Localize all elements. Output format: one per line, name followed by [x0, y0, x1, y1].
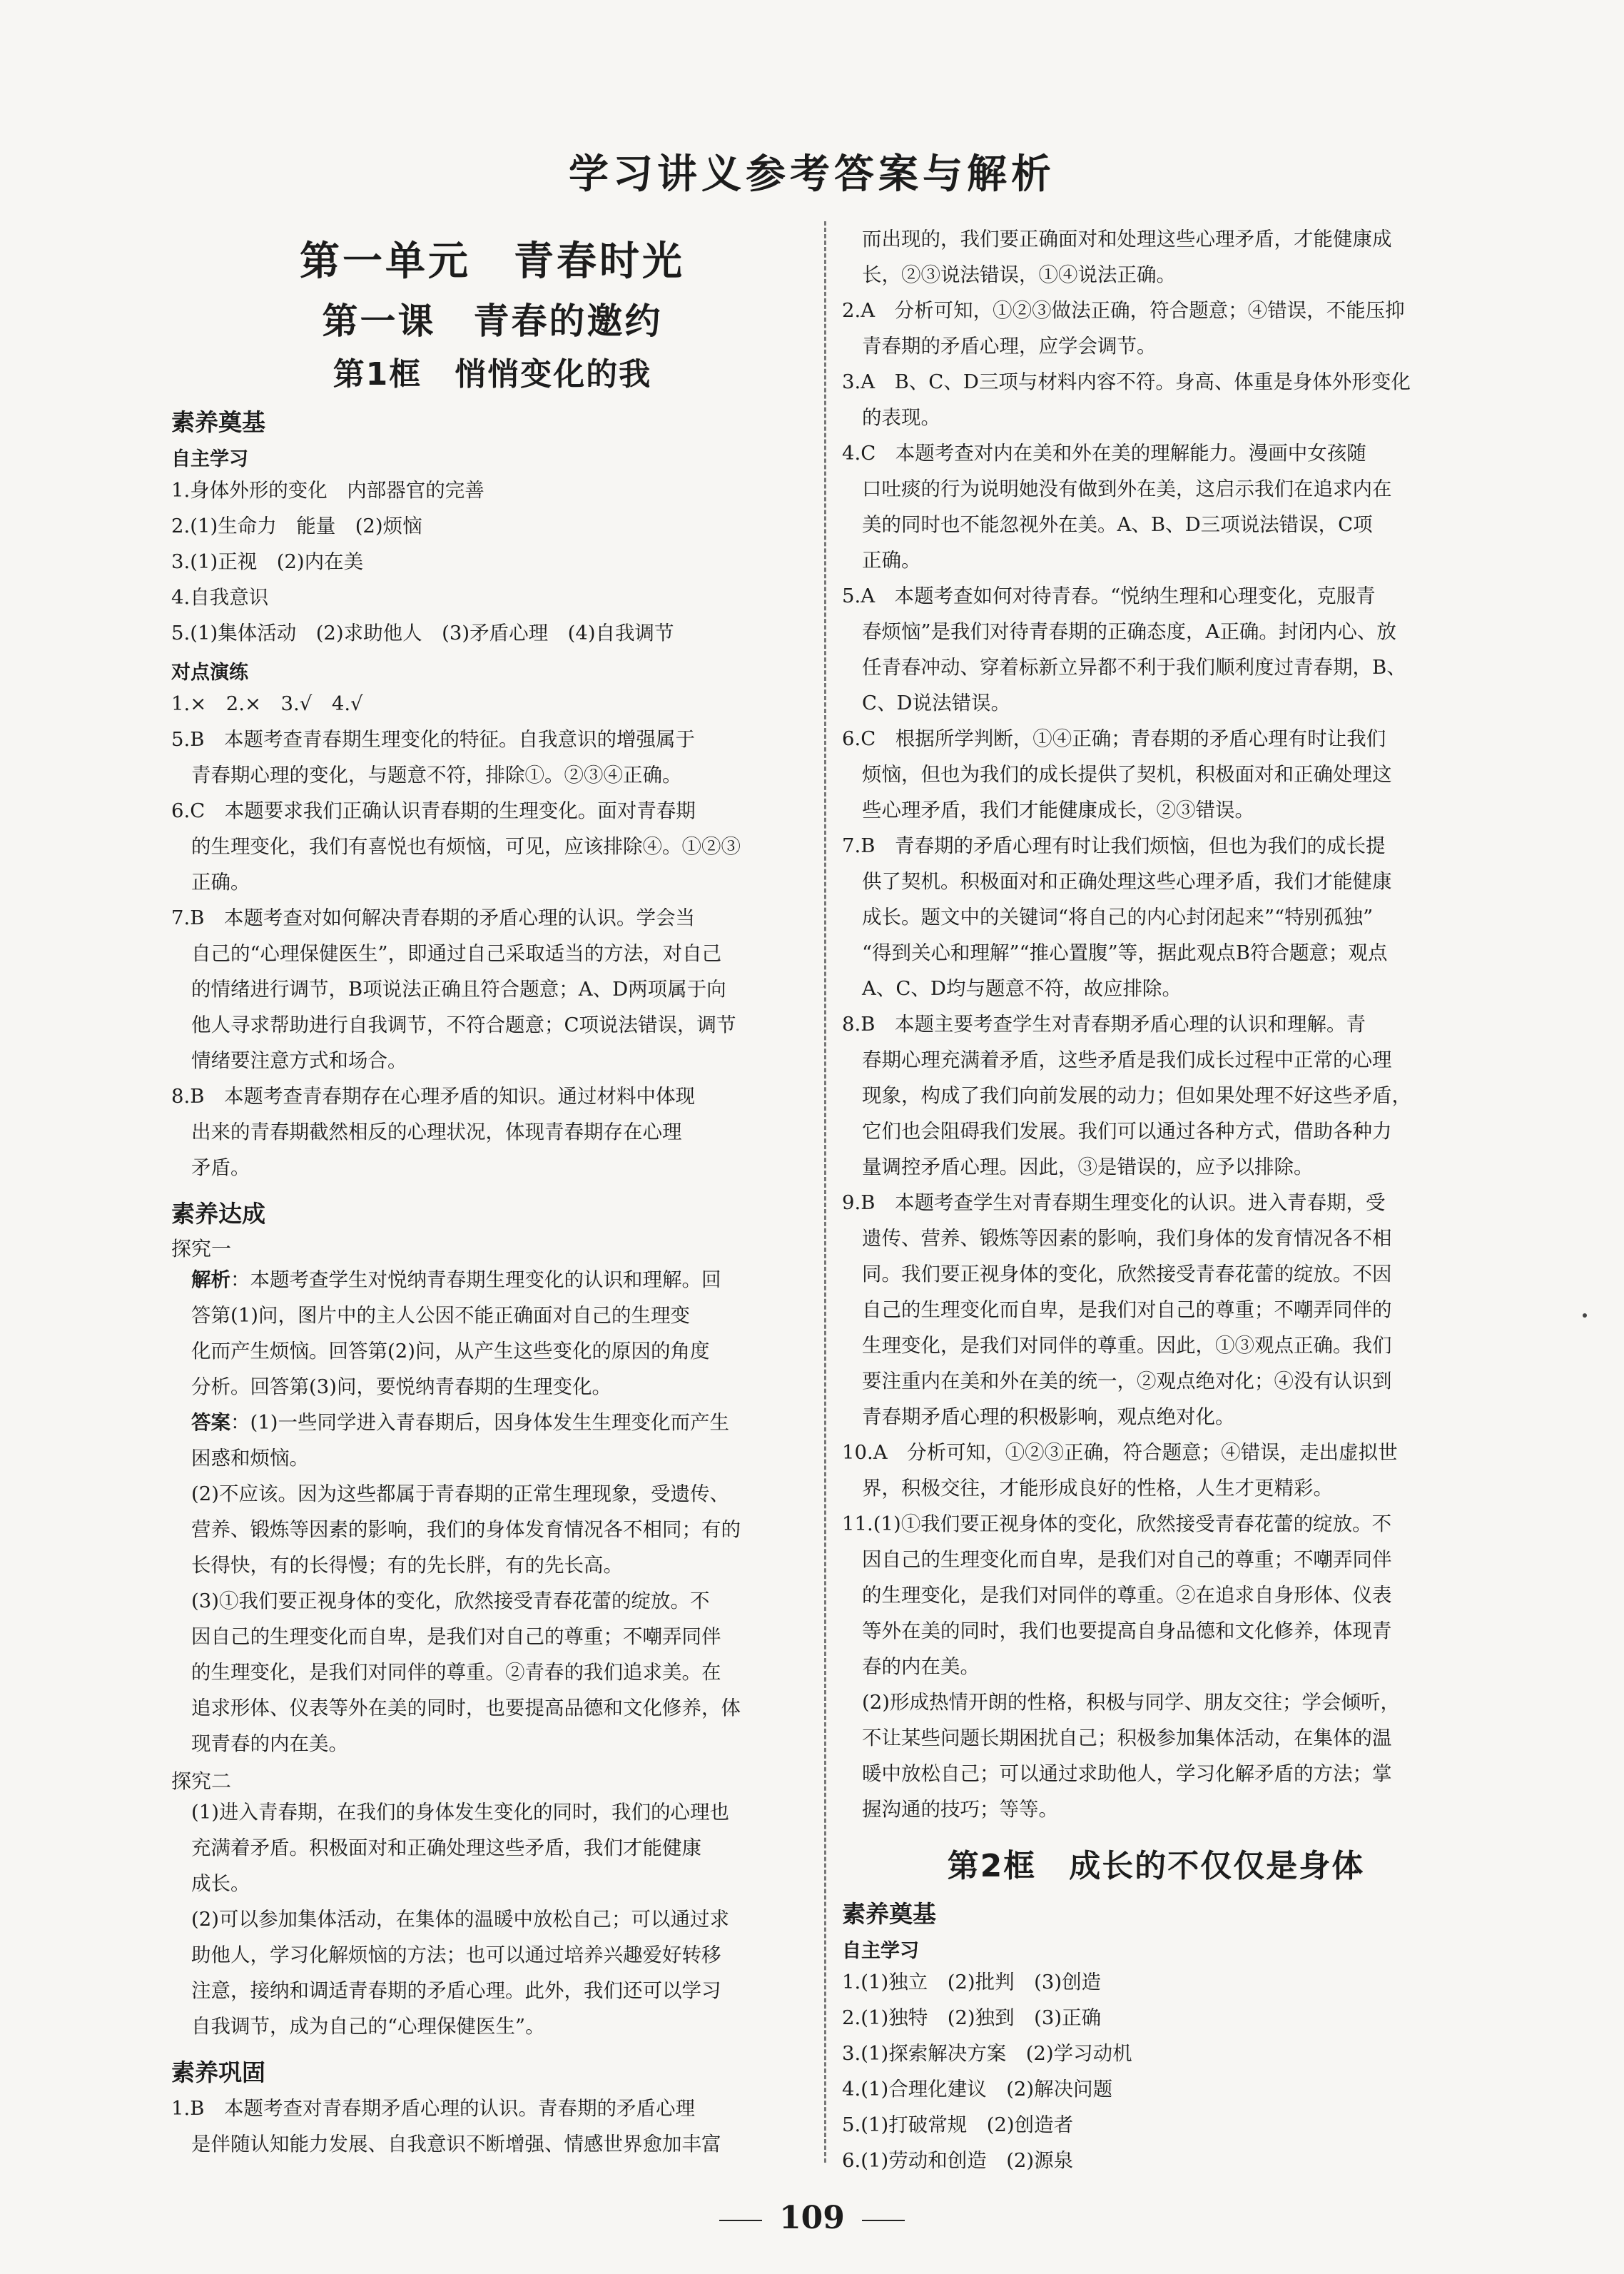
text-line: 长，②③说法错误，①④说法正确。 [862, 263, 1176, 286]
text-line: 分析。回答第(3)问，要悦纳青春期的生理变化。 [191, 1375, 611, 1398]
consolidate-content [171, 2091, 813, 2162]
text-line: 的生理变化，是我们对同伴的尊重。②在追求自身形体、仪表 [862, 1584, 1392, 1607]
text-line: 5.(1)集体活动 (2)求助他人 (3)矛盾心理 (4)自我调节 [171, 622, 674, 645]
explore-1-content [171, 1262, 813, 1762]
practice-list [171, 686, 813, 1186]
text-line: (2)形成热情开朗的性格，积极与同学、朋友交往；学会倾听， [862, 1691, 1400, 1714]
text-line: 9.B 本题考查学生对青春期生理变化的认识。进入青春期，受 [842, 1191, 1386, 1214]
footer-dash-left [719, 2220, 762, 2221]
selfstudy-list [171, 473, 813, 651]
section-foundation-2: 素养奠基 [842, 1900, 936, 1928]
frame2-title: 第2框 成长的不仅仅是身体 [947, 1848, 1365, 1884]
text-line: 青春期矛盾心理的积极影响，观点绝对化。 [862, 1405, 1235, 1428]
answer-label: 解析 [191, 1268, 230, 1291]
text-line: 遗传、营养、锻炼等因素的影响，我们身体的发育情况各不相 [862, 1227, 1392, 1250]
text-line: 1.身体外形的变化 内部器官的完善 [171, 479, 484, 502]
text-line: 等外在美的同时，我们也要提高自身品德和文化修养，体现青 [862, 1619, 1392, 1642]
text-line: 4.自我意识 [171, 586, 269, 609]
text-line: 答案：(1)一些同学进入青春期后，因身体发生生理变化而产生 [191, 1411, 729, 1434]
subsection-practice: 对点演练 [171, 662, 248, 684]
text-line: 充满着矛盾。积极面对和正确处理这些矛盾，我们才能健康 [191, 1836, 701, 1859]
unit-title: 第一单元 青春时光 [300, 238, 685, 285]
text-line: 自己的“心理保健医生”，即通过自己采取适当的方法，对自己 [191, 942, 722, 965]
footer-dash-right [862, 2220, 905, 2221]
text-line: 现象，构成了我们向前发展的动力；但如果处理不好这些矛盾， [862, 1084, 1411, 1107]
text-line: 2.(1)生命力 能量 (2)烦恼 [171, 515, 422, 537]
text-line: 助他人，学习化解烦恼的方法；也可以通过培养兴趣爱好转移 [191, 1944, 721, 1966]
text-line: 化而产生烦恼。回答第(2)问，从产生这些变化的原因的角度 [191, 1340, 710, 1363]
text-line: 7.B 青春期的矛盾心理有时让我们烦恼，但也为我们的成长提 [842, 834, 1386, 857]
text-line: 要注重内在美和外在美的统一，②观点绝对化；④没有认识到 [862, 1370, 1392, 1393]
text-line: (2)可以参加集体活动，在集体的温暖中放松自己；可以通过求 [191, 1908, 729, 1931]
text-line: 界，积极交往，才能形成良好的性格，人生才更精彩。 [862, 1477, 1333, 1500]
text-line: 出来的青春期截然相反的心理状况，体现青春期存在心理 [191, 1121, 682, 1143]
text-line: 8.B 本题主要考查学生对青春期矛盾心理的认识和理解。青 [842, 1013, 1366, 1036]
lesson-title: 第一课 青春的邀约 [322, 300, 663, 342]
text-line: 注意，接纳和调适青春期的矛盾心理。此外，我们还可以学习 [191, 1979, 721, 2002]
text-line: 长得快，有的长得慢；有的先长胖，有的先长高。 [191, 1554, 623, 1577]
text-line: 他人寻求帮助进行自我调节，不符合题意；C项说法错误，调节 [191, 1014, 736, 1036]
text-line: 2.(1)独特 (2)独到 (3)正确 [842, 2006, 1102, 2029]
text-line: 自己的生理变化而自卑，是我们对自己的尊重；不嘲弄同伴的 [862, 1298, 1392, 1321]
text-line: 1.× 2.× 3.√ 4.√ [171, 692, 363, 715]
text-line: 生理变化，是我们对同伴的尊重。因此，①③观点正确。我们 [862, 1334, 1392, 1357]
text-line: 量调控矛盾心理。因此，③是错误的，应予以排除。 [862, 1156, 1314, 1178]
text-line: 困惑和烦恼。 [191, 1447, 309, 1470]
text-line: 任青春冲动、穿着标新立异都不利于我们顺利度过青春期，B、 [862, 656, 1406, 679]
text-line: 的生理变化，是我们对同伴的尊重。②青春的我们追求美。在 [191, 1661, 721, 1684]
left-column [171, 214, 813, 2162]
text-line: 3.(1)正视 (2)内在美 [171, 550, 364, 573]
text-line: 同。我们要正视身体的变化，欣然接受青春花蕾的绽放。不因 [862, 1263, 1392, 1285]
text-line: A、C、D均与题意不符，故应排除。 [862, 977, 1182, 1000]
text-line: 春期心理充满着矛盾，这些矛盾是我们成长过程中正常的心理 [862, 1048, 1392, 1071]
text-line: 追求形体、仪表等外在美的同时，也要提高品德和文化修养，体 [191, 1697, 741, 1719]
text-line: 2.A 分析可知，①②③做法正确，符合题意；④错误，不能压抑 [842, 299, 1405, 322]
text-line: 7.B 本题考查对如何解决青春期的矛盾心理的认识。学会当 [171, 906, 695, 929]
text-line: 3.A B、C、D三项与材料内容不符。身高、体重是身体外形变化 [842, 370, 1411, 393]
text-line: 美的同时也不能忽视外在美。A、B、D三项说法错误，C项 [862, 513, 1373, 536]
text-line: 6.(1)劳动和创造 (2)源泉 [842, 2149, 1074, 2172]
text-line: 矛盾。 [191, 1156, 250, 1179]
subsection-selfstudy-2: 自主学习 [842, 1940, 919, 1962]
text-line: 5.(1)打破常规 (2)创造者 [842, 2113, 1074, 2136]
section-foundation: 素养奠基 [171, 408, 265, 436]
text-line: 自我调节，成为自己的“心理保健医生”。 [191, 2015, 545, 2038]
text-line: 的表现。 [862, 406, 940, 429]
text-line: 的情绪进行调节，B项说法正确且符合题意；A、D两项属于向 [191, 978, 726, 1001]
text-line: 不让某些问题长期困扰自己；积极参加集体活动，在集体的温 [862, 1727, 1392, 1749]
text-line: 暖中放松自己；可以通过求助他人，学习化解矛盾的方法；掌 [862, 1762, 1392, 1785]
text-line: 供了契机。积极面对和正确处理这些心理矛盾，我们才能健康 [862, 870, 1392, 893]
text-line: 4.C 本题考查对内在美和外在美的理解能力。漫画中女孩随 [842, 442, 1366, 465]
section-consolidate: 素养巩固 [171, 2058, 265, 2086]
text-line: C、D说法错误。 [862, 692, 1011, 714]
text-line: 情绪要注意方式和场合。 [191, 1049, 407, 1072]
selfstudy-list-2 [842, 1964, 1470, 2178]
right-column [842, 221, 1470, 2178]
text-line: (2)不应该。因为这些都属于青春期的正常生理现象，受遗传、 [191, 1482, 729, 1505]
explore-1-heading: 探究一 [171, 1237, 232, 1260]
text-line: 青春期心理的变化，与题意不符，排除①。②③④正确。 [191, 764, 682, 787]
text-line: 营养、锻炼等因素的影响，我们的身体发育情况各不相同；有的 [191, 1518, 741, 1541]
text-line: 现青春的内在美。 [191, 1732, 348, 1755]
text-line: 而出现的，我们要正确面对和处理这些心理矛盾，才能健康成 [862, 228, 1392, 251]
text-line: 握沟通的技巧；等等。 [862, 1798, 1058, 1821]
text-line: 春的内在美。 [862, 1655, 980, 1678]
frame1-title: 第1框 悄悄变化的我 [333, 356, 652, 393]
column-divider [824, 221, 826, 2163]
page-number: 109 [779, 2200, 845, 2236]
text-line: 它们也会阻碍我们发展。我们可以通过各种方式，借助各种力 [862, 1120, 1392, 1143]
text-line: “得到关心和理解”“推心置腹”等，据此观点B符合题意；观点 [862, 941, 1388, 964]
text-line: 11.(1)①我们要正视身体的变化，欣然接受青春花蕾的绽放。不 [842, 1512, 1392, 1535]
text-line: 3.(1)探索解决方案 (2)学习动机 [842, 2042, 1132, 2065]
text-line: 正确。 [862, 549, 921, 572]
text-line: 1.B 本题考查对青春期矛盾心理的认识。青春期的矛盾心理 [171, 2097, 695, 2120]
text-line: 是伴随认知能力发展、自我意识不断增强、情感世界愈加丰富 [191, 2133, 721, 2156]
text-line: 5.B 本题考查青春期生理变化的特征。自我意识的增强属于 [171, 728, 695, 751]
text-line: 10.A 分析可知，①②③正确，符合题意；④错误，走出虚拟世 [842, 1441, 1398, 1464]
text-line: 4.(1)合理化建议 (2)解决问题 [842, 2078, 1113, 2101]
text-line: 成长。 [191, 1872, 250, 1895]
text-line: 青春期的矛盾心理，应学会调节。 [862, 335, 1157, 358]
page-title: 学习讲义参考答案与解析 [569, 151, 1055, 198]
text-line: 6.C 本题要求我们正确认识青春期的生理变化。面对青春期 [171, 799, 696, 822]
text-line: 因自己的生理变化而自卑，是我们对自己的尊重；不嘲弄同伴 [862, 1548, 1392, 1571]
text-line: 5.A 本题考查如何对待青春。“悦纳生理和心理变化，克服青 [842, 585, 1376, 607]
explore-2-content [171, 1794, 813, 2044]
text-line: 的生理变化，我们有喜悦也有烦恼，可见，应该排除④。①②③ [191, 835, 741, 858]
subsection-selfstudy: 自主学习 [171, 448, 248, 470]
section-achieve: 素养达成 [171, 1200, 265, 1228]
answer-label: 答案 [191, 1411, 230, 1434]
text-line: 正确。 [191, 871, 250, 894]
text-line: 解析：本题考查学生对悦纳青春期生理变化的认识和理解。回 [191, 1268, 721, 1291]
answers-continued [842, 221, 1470, 1827]
text-line: 答第(1)问，图片中的主人公因不能正确面对自己的生理变 [191, 1304, 690, 1327]
text-line: 春烦恼”是我们对待青春期的正确态度，A正确。封闭内心、放 [862, 620, 1396, 643]
text-line: 口吐痰的行为说明她没有做到外在美，这启示我们在追求内在 [862, 477, 1392, 500]
text-line: 8.B 本题考查青春期存在心理矛盾的知识。通过材料中体现 [171, 1085, 695, 1108]
text-line: 烦恼，但也为我们的成长提供了契机，积极面对和正确处理这 [862, 763, 1392, 786]
text-line: (3)①我们要正视身体的变化，欣然接受青春花蕾的绽放。不 [191, 1590, 710, 1612]
scan-speck [1583, 1313, 1587, 1318]
text-line: 因自己的生理变化而自卑，是我们对自己的尊重；不嘲弄同伴 [191, 1625, 721, 1648]
page-number-footer [0, 2200, 1624, 2236]
text-line: 成长。题文中的关键词“将自己的内心封闭起来”“特别孤独” [862, 906, 1374, 929]
text-line: 1.(1)独立 (2)批判 (3)创造 [842, 1971, 1102, 1993]
text-line: (1)进入青春期，在我们的身体发生变化的同时，我们的心理也 [191, 1801, 729, 1824]
explore-2-heading: 探究二 [171, 1769, 232, 1793]
text-line: 6.C 根据所学判断，①④正确；青春期的矛盾心理有时让我们 [842, 727, 1386, 750]
text-line: 些心理矛盾，我们才能健康成长，②③错误。 [862, 799, 1254, 822]
